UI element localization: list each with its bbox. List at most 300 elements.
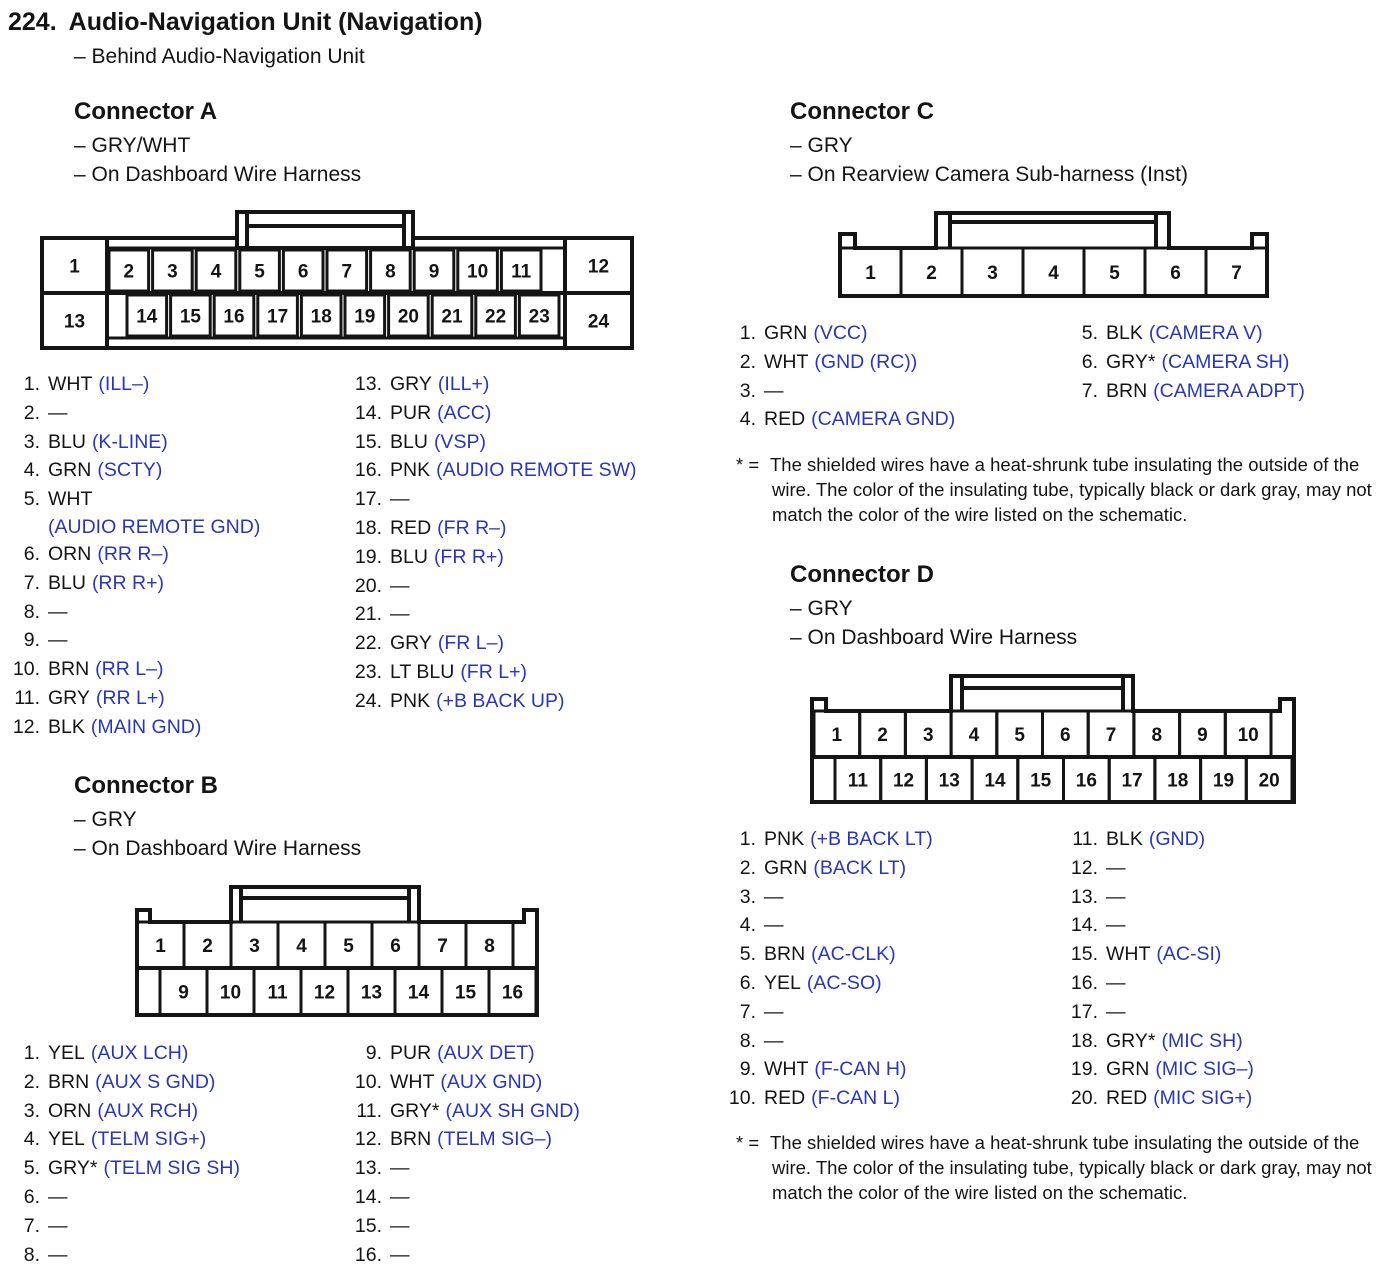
pin-label: 10 — [219, 982, 242, 1004]
pin-number: 14. — [354, 401, 382, 424]
wire-color: — — [390, 603, 410, 626]
pin-number: 19. — [354, 545, 382, 568]
pin-row — [1068, 1055, 1378, 1084]
wire-color: ORN — [48, 542, 92, 565]
pin-row — [352, 1097, 712, 1126]
pin-number: 10. — [728, 1087, 756, 1110]
wire-color: GRY* — [48, 1157, 98, 1180]
pin-label: 3 — [167, 261, 178, 283]
section-title: Audio-Navigation Unit (Navigation) — [68, 8, 483, 36]
wire-color: — — [390, 488, 410, 511]
wire-color: WHT — [764, 1058, 809, 1081]
pin-row — [352, 687, 712, 716]
wire-color: BLU — [48, 430, 86, 453]
wire-color: GRY* — [390, 1099, 440, 1122]
pin-row — [10, 1068, 340, 1097]
wire-color: PNK — [390, 459, 431, 482]
pin-label: 13 — [63, 311, 86, 333]
pin-row — [10, 456, 340, 485]
pin-function: (TELM SIG SH) — [103, 1157, 241, 1180]
wire-color: BLK — [1106, 828, 1143, 850]
connector-d-pin-list-right — [1068, 825, 1378, 1113]
pin-number: 3. — [739, 379, 756, 402]
wire-color: — — [390, 1157, 410, 1180]
pin-function: (VSP) — [433, 430, 486, 453]
pin-label: 11 — [267, 982, 288, 1004]
pin-number: 2. — [23, 1070, 40, 1093]
pin-label: 16 — [1075, 770, 1097, 792]
connector-c-color: – GRY — [790, 134, 853, 157]
pin-number: 18. — [354, 516, 382, 539]
pin-row — [352, 399, 712, 428]
pin-number: 2. — [739, 856, 756, 879]
pin-row — [726, 998, 1056, 1027]
connector-a-heading: Connector A — [74, 98, 218, 125]
pin-function: (MIC SIG+) — [1153, 1087, 1253, 1110]
wire-color: BRN — [48, 658, 90, 681]
pin-function: (CAMERA ADPT) — [1153, 379, 1305, 402]
pin-label: 12 — [892, 770, 915, 792]
pin-number: 5. — [739, 943, 756, 966]
pin-function: (RR L–) — [95, 658, 164, 681]
pin-number: 5. — [23, 1157, 40, 1180]
pin-row — [352, 543, 712, 572]
pin-row — [10, 1212, 340, 1241]
wire-color: GRY* — [1106, 350, 1156, 373]
wire-color: GRY — [48, 686, 90, 709]
wire-color: — — [764, 1029, 784, 1052]
pin-number: 6. — [23, 542, 40, 565]
pin-row — [1068, 319, 1378, 348]
pin-function: (TELM SIG–) — [437, 1128, 553, 1151]
pin-function: (AC-SI) — [1156, 943, 1222, 966]
pin-number: 9. — [23, 629, 40, 652]
connector-d-pin-list-left — [726, 825, 1056, 1113]
pin-label: 3 — [987, 262, 998, 284]
pin-number: 10. — [354, 1070, 382, 1093]
pin-label: 19 — [1212, 770, 1235, 792]
connector-d-cells — [814, 711, 1292, 802]
pin-label: 11 — [511, 261, 532, 283]
pin-number: 13. — [1070, 885, 1098, 908]
pin-label: 10 — [467, 261, 489, 283]
pin-function: (FR R+) — [433, 545, 504, 568]
pin-number: 16. — [354, 459, 382, 482]
wire-color: BRN — [390, 1128, 432, 1151]
pin-label: 7 — [1105, 724, 1117, 746]
pin-row — [10, 626, 340, 655]
pin-function: (AUX SH GND) — [445, 1099, 580, 1122]
pin-label: 1 — [831, 724, 843, 746]
wire-color: — — [48, 401, 68, 424]
pin-label: 4 — [210, 261, 222, 283]
connector-a-pin-list-right — [352, 370, 712, 716]
wire-color: RED — [390, 516, 432, 539]
pin-number: 16. — [1070, 971, 1098, 994]
connector-c-heading: Connector C — [790, 98, 934, 125]
wire-color: BRN — [764, 943, 806, 966]
pin-label: 14 — [407, 982, 430, 1004]
pin-number: 15. — [354, 430, 382, 453]
pin-label: 4 — [968, 724, 980, 746]
wire-color: YEL — [764, 971, 801, 994]
wire-color: — — [764, 914, 784, 937]
wire-color: GRY — [390, 632, 432, 655]
pin-function: (AC-CLK) — [811, 943, 896, 966]
wire-color: — — [390, 1214, 410, 1237]
footnote-text: The shielded wires have a heat-shrunk tube insulating the outside of the wire. The color of the insulating tube, typically black or dark gray, may not match the color of the wire listed on the schematic. — [770, 1132, 1372, 1203]
wire-color: GRY — [390, 373, 432, 395]
wire-color: BLK — [48, 715, 85, 738]
wire-color: — — [390, 1243, 410, 1266]
pin-row — [1068, 348, 1378, 377]
pin-number: 4. — [739, 914, 756, 937]
pin-number: 6. — [739, 971, 756, 994]
pin-number: 5. — [23, 488, 40, 511]
section-number: 224. — [8, 8, 57, 36]
connector-b-color: – GRY — [74, 808, 137, 831]
wire-color: — — [764, 1000, 784, 1023]
pin-row — [10, 569, 340, 598]
wire-color: — — [390, 574, 410, 597]
pin-number: 3. — [739, 885, 756, 908]
connector-c-shield-note — [736, 452, 1386, 527]
pin-number: 11. — [14, 686, 40, 709]
pin-row — [352, 600, 712, 629]
pin-number: 1. — [23, 1042, 40, 1064]
pin-label: 6 — [1060, 724, 1071, 746]
pin-label: 5 — [1014, 724, 1025, 746]
pin-function: (K-LINE) — [91, 430, 168, 453]
pin-number: 8. — [23, 600, 40, 623]
pin-function: (ILL+) — [437, 373, 490, 395]
pin-number: 24. — [354, 689, 382, 712]
pin-number: 15. — [354, 1214, 382, 1237]
wire-color: BRN — [48, 1070, 90, 1093]
connector-a-color: – GRY/WHT — [74, 134, 191, 157]
footnote-text: The shielded wires have a heat-shrunk tube insulating the outside of the wire. The color of the insulating tube, typically black or dark gray, may not match the color of the wire listed on the schematic. — [770, 454, 1372, 525]
pin-row — [10, 598, 340, 627]
wire-color: PNK — [764, 828, 805, 850]
pin-label: 5 — [254, 261, 265, 283]
pin-row — [352, 1183, 712, 1212]
pin-row — [10, 1039, 340, 1068]
pin-label: 18 — [1167, 770, 1189, 792]
pin-row — [726, 1055, 1056, 1084]
wire-color: WHT — [390, 1070, 435, 1093]
pin-number: 11. — [356, 1099, 382, 1122]
pin-label: 12 — [313, 982, 336, 1004]
pin-row — [726, 825, 1056, 854]
pin-row — [352, 629, 712, 658]
pin-row — [726, 969, 1056, 998]
pin-label: 13 — [360, 982, 383, 1004]
connector-d-location: – On Dashboard Wire Harness — [790, 626, 1078, 649]
pin-number: 17. — [354, 488, 382, 511]
connector-c-pin-list-left — [726, 319, 1056, 434]
pin-number: 20. — [354, 574, 382, 597]
pin-function: (GND) — [1148, 828, 1206, 850]
pin-function: (ACC) — [437, 401, 492, 424]
pin-row — [352, 428, 712, 457]
pin-label: 5 — [1109, 262, 1120, 284]
pin-number: 6. — [23, 1185, 40, 1208]
pin-number: 17. — [1070, 1000, 1098, 1023]
pin-label: 3 — [922, 724, 934, 746]
pin-label: 22 — [485, 306, 507, 328]
pin-row — [1068, 854, 1378, 883]
pin-label: 7 — [341, 261, 353, 283]
wire-color: — — [390, 1185, 410, 1208]
pin-function: (RR R–) — [97, 542, 169, 565]
pin-label: 17 — [1121, 770, 1143, 792]
pin-row — [352, 1212, 712, 1241]
pin-label: 5 — [343, 935, 354, 957]
pin-label: 9 — [428, 261, 440, 283]
pin-number: 6. — [1081, 350, 1098, 373]
pin-number: 13. — [354, 1157, 382, 1180]
pin-number: 4. — [23, 1128, 40, 1151]
pin-label: 24 — [587, 311, 610, 333]
wire-color: — — [1106, 885, 1126, 908]
pin-number: 9. — [739, 1058, 756, 1081]
wire-color: BLU — [48, 571, 86, 594]
pin-row — [10, 1241, 340, 1270]
pin-function: (GND (RC)) — [814, 350, 918, 373]
pin-number: 4. — [23, 459, 40, 482]
pin-label: 16 — [223, 306, 245, 328]
pin-row — [10, 428, 340, 457]
pin-row — [352, 370, 712, 399]
pin-number: 8. — [739, 1029, 756, 1052]
pin-number: 14. — [1070, 914, 1098, 937]
wire-color: — — [1106, 1000, 1126, 1023]
pin-label: 18 — [310, 306, 332, 328]
pin-label: 8 — [385, 261, 396, 283]
wire-color: RED — [764, 408, 806, 431]
wire-color: BLU — [390, 430, 428, 453]
wire-color: — — [48, 1243, 68, 1266]
pin-label: 6 — [1170, 262, 1181, 284]
pin-row — [1068, 998, 1378, 1027]
connector-b-pin-list-left — [10, 1039, 340, 1269]
pin-label: 6 — [390, 935, 401, 957]
footnote-marker: * = — [736, 1132, 760, 1153]
wire-color: — — [48, 1185, 68, 1208]
pin-row — [726, 1027, 1056, 1056]
pin-row — [10, 713, 340, 742]
pin-label: 4 — [296, 935, 307, 957]
wire-color: — — [48, 629, 68, 652]
location-line: – Behind Audio-Navigation Unit — [74, 45, 365, 68]
pin-function: (MIC SH) — [1161, 1029, 1243, 1052]
pin-row — [352, 485, 712, 514]
connector-b-cells — [137, 922, 536, 1015]
pin-label: 9 — [1197, 724, 1208, 746]
pin-number: 7. — [23, 571, 40, 594]
pin-number: 12. — [12, 715, 40, 738]
pin-function: (TELM SIG+) — [90, 1128, 207, 1151]
pin-number: 14. — [354, 1185, 382, 1208]
wire-color: BLU — [390, 545, 428, 568]
pin-number: 8. — [23, 1243, 40, 1266]
pin-function: (SCTY) — [97, 459, 163, 482]
pin-row — [10, 1154, 340, 1183]
pin-function: (ILL–) — [98, 373, 150, 395]
pin-row — [1068, 883, 1378, 912]
connector-c-pin-list-right — [1068, 319, 1378, 405]
pin-label: 15 — [1030, 770, 1052, 792]
wire-color: — — [1106, 914, 1126, 937]
pin-number: 20. — [1070, 1087, 1098, 1110]
pin-row — [352, 1125, 712, 1154]
pin-row — [1068, 911, 1378, 940]
pin-number: 1. — [739, 322, 756, 344]
connector-a-pin-list-left — [10, 370, 340, 742]
pin-number: 3. — [23, 430, 40, 453]
pin-function: (RR R+) — [91, 571, 164, 594]
pin-row — [726, 854, 1056, 883]
connector-b-location: – On Dashboard Wire Harness — [74, 837, 362, 860]
wire-color: YEL — [48, 1042, 85, 1064]
connector-d-color: – GRY — [790, 597, 853, 620]
pin-number: 15. — [1070, 943, 1098, 966]
pin-function: (RR L+) — [95, 686, 165, 709]
pin-label: 15 — [454, 982, 477, 1004]
pin-row — [10, 540, 340, 569]
pin-number: 12. — [1070, 856, 1098, 879]
pin-row — [726, 405, 1056, 434]
pin-number: 3. — [23, 1099, 40, 1122]
pin-number: 2. — [23, 401, 40, 424]
pin-row — [726, 1084, 1056, 1113]
pin-label: 17 — [267, 306, 289, 328]
wire-color: GRN — [48, 459, 92, 482]
wire-color: BRN — [1106, 379, 1148, 402]
pin-function: (F-CAN L) — [811, 1087, 900, 1110]
pin-row — [1068, 377, 1378, 406]
connector-b-heading: Connector B — [74, 772, 218, 799]
pin-function: (FR L–) — [437, 632, 504, 655]
wire-color: WHT — [1106, 943, 1151, 966]
pin-row — [726, 883, 1056, 912]
pin-number: 4. — [739, 408, 756, 431]
pin-number: 16. — [354, 1243, 382, 1266]
pin-label: 20 — [1258, 770, 1280, 792]
pin-function: (AUX LCH) — [90, 1042, 189, 1064]
wire-color: PUR — [390, 401, 432, 424]
pin-number: 18. — [1070, 1029, 1098, 1052]
wire-color: RED — [764, 1087, 806, 1110]
pin-number: 9. — [365, 1042, 382, 1064]
footnote-marker: * = — [736, 454, 760, 475]
pin-row — [352, 456, 712, 485]
pin-label: 10 — [1237, 724, 1259, 746]
wire-color: — — [1106, 971, 1126, 994]
pin-function: (FR L+) — [460, 660, 527, 683]
pin-row — [10, 370, 340, 399]
connector-c-location: – On Rearview Camera Sub-harness (Inst) — [790, 163, 1188, 186]
pin-function: (+B BACK LT) — [810, 828, 933, 850]
wire-color: — — [764, 885, 784, 908]
pin-function: (MIC SIG–) — [1155, 1058, 1254, 1081]
connector-c-cells — [840, 248, 1267, 296]
pin-label: 13 — [938, 770, 960, 792]
pin-row — [352, 1068, 712, 1097]
pin-number: 5. — [1081, 322, 1098, 344]
pin-number: 23. — [354, 660, 382, 683]
pin-label: 19 — [354, 306, 376, 328]
pin-row — [726, 911, 1056, 940]
pin-number: 1. — [739, 828, 756, 850]
pin-row — [1068, 1027, 1378, 1056]
pin-row — [726, 940, 1056, 969]
wire-color: — — [764, 379, 784, 402]
pin-label: 14 — [136, 306, 158, 328]
pin-row — [726, 319, 1056, 348]
connector-d-heading: Connector D — [790, 561, 934, 588]
wire-color: WHT — [48, 373, 93, 395]
connector-a-location: – On Dashboard Wire Harness — [74, 163, 362, 186]
pin-number: 21. — [354, 603, 382, 626]
pin-number: 13. — [354, 373, 382, 395]
pin-label: 1 — [865, 262, 876, 284]
pin-row — [10, 655, 340, 684]
wire-color: PUR — [390, 1042, 432, 1064]
pin-number: 12. — [354, 1128, 382, 1151]
pin-number: 7. — [1081, 379, 1098, 402]
pin-function: (CAMERA GND) — [811, 408, 956, 431]
pin-number: 11. — [1072, 828, 1098, 850]
pin-row — [352, 658, 712, 687]
wire-color: WHT — [764, 350, 809, 373]
pin-label: 21 — [441, 306, 463, 328]
pin-label: 23 — [528, 306, 550, 328]
pin-number: 7. — [739, 1000, 756, 1023]
pin-number: 2. — [739, 350, 756, 373]
pin-row — [10, 1183, 340, 1212]
pin-row — [726, 348, 1056, 377]
pin-row — [726, 377, 1056, 406]
pin-number: 1. — [23, 373, 40, 395]
pin-row — [10, 1125, 340, 1154]
wire-color: RED — [1106, 1087, 1148, 1110]
pin-row — [1068, 940, 1378, 969]
pin-row — [1068, 1084, 1378, 1113]
wire-color: GRY* — [1106, 1029, 1156, 1052]
pin-label: 15 — [179, 306, 201, 328]
pin-label: 8 — [1151, 724, 1163, 746]
pin-label: 9 — [178, 982, 189, 1004]
pin-function: (CAMERA V) — [1148, 322, 1263, 344]
pin-row — [352, 1039, 712, 1068]
pin-row — [352, 572, 712, 601]
pin-function: (MAIN GND) — [90, 715, 202, 738]
pin-number: 7. — [23, 1214, 40, 1237]
wire-color: BLK — [1106, 322, 1143, 344]
pin-label: 2 — [123, 261, 135, 283]
pin-row — [352, 1154, 712, 1183]
pin-function: (BACK LT) — [813, 856, 907, 879]
pin-row — [10, 485, 340, 540]
pin-row — [352, 1241, 712, 1270]
pin-row — [1068, 825, 1378, 854]
pin-label: 7 — [437, 935, 448, 957]
wire-color: ORN — [48, 1099, 92, 1122]
wire-color: GRN — [764, 322, 808, 344]
pin-row — [10, 399, 340, 428]
pin-function: (AUDIO REMOTE SW) — [436, 459, 637, 482]
